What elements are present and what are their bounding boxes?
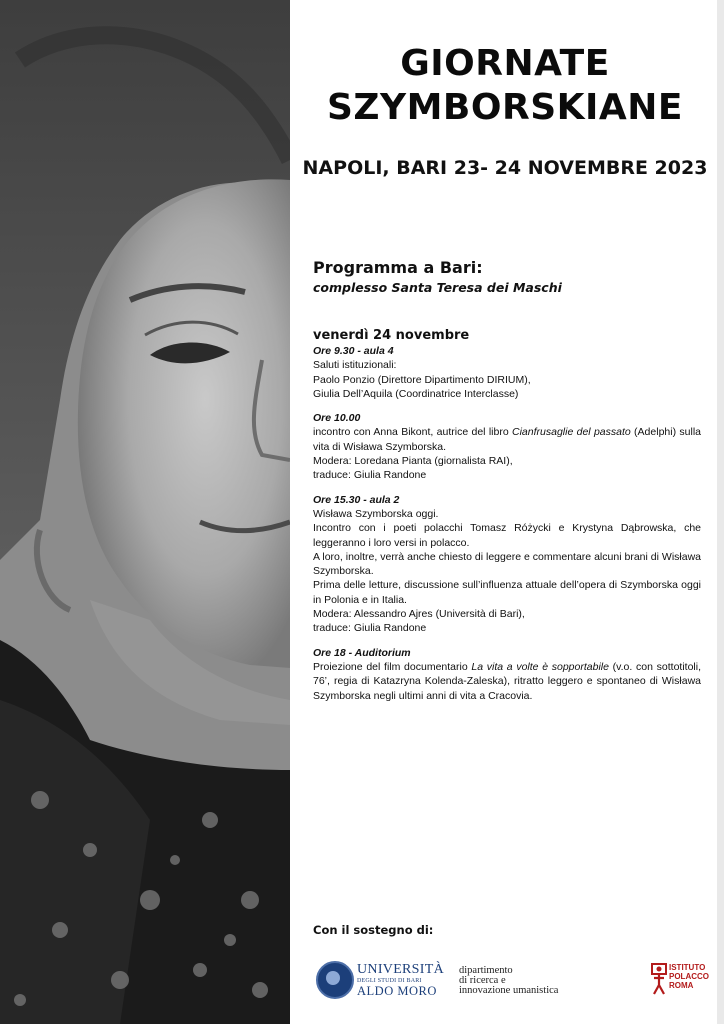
slot-line: Prima delle letture, discussione sull’influenza attuale dell’opera di Szymborska oggi in Polonia e in Italia. — [313, 579, 701, 606]
dip-line-2: di ricerca e — [459, 975, 506, 986]
program-heading: Programma a Bari: — [313, 258, 483, 277]
page-edge — [717, 0, 724, 1024]
slot-time: Ore 18 - Auditorium — [313, 646, 411, 659]
program-day: venerdì 24 novembre — [313, 328, 470, 343]
portrait-photo — [0, 0, 290, 1024]
slot-text: (v.o. con sottotitoli, 76’, regia di Katazryna Kolenda-Zaleska), ritratto leggero e spontaneo di Wisława Szymborska negli ultimi anni di vita a Cracovia. — [313, 660, 701, 702]
film-title: La vita a volte è sopportabile — [471, 660, 609, 673]
slot-time: Ore 10.00 — [313, 412, 361, 425]
uniba-line-2: DEGLI STUDI DI BARI — [357, 977, 422, 984]
slot-text: Proiezione del film documentario — [313, 660, 472, 673]
slot-1800 — [313, 646, 701, 703]
title-line-2: SZYMBORSKIANE — [327, 87, 683, 128]
uniba-line-1: UNIVERSITÀ — [357, 961, 444, 977]
slot-description — [313, 425, 701, 454]
dip-line-3: innovazione umanistica — [459, 985, 559, 996]
event-title — [290, 42, 720, 130]
slot-time: Ore 15.30 - aula 2 — [313, 493, 400, 506]
slot-line: Giulia Dell’Aquila (Coordinatrice Interclasse) — [313, 387, 519, 400]
slot-line: Saluti istituzionali: — [313, 359, 397, 372]
dipartimento-logo — [459, 966, 558, 996]
slot-line: Modera: Alessandro Ajres (Università di Bari), — [313, 608, 525, 621]
slot-line: Wisława Szymborska oggi. — [313, 507, 439, 520]
slot-1000 — [313, 411, 701, 482]
slot-line: traduce: Giulia Randone — [313, 469, 427, 482]
slot-text: incontro con Anna Bikont, autrice del libro — [313, 426, 512, 439]
slot-time: Ore 9.30 - aula 4 — [313, 345, 394, 357]
slot-line: Modera: Loredana Pianta (giornalista RAI), — [313, 455, 513, 468]
university-seal-icon — [316, 961, 354, 999]
book-title: Cianfrusaglie del passato — [512, 426, 631, 439]
slot-1530 — [313, 493, 701, 636]
portrait-illustration — [0, 0, 290, 1024]
slot-text: (Adelphi) sulla vita di Wisława Szymborska. — [313, 426, 702, 453]
event-dates: NAPOLI, BARI 23- 24 NOVEMBRE 2023 — [302, 157, 708, 179]
title-line-1: GIORNATE — [400, 43, 610, 84]
uniba-logo — [316, 960, 444, 1000]
slot-line: Incontro con i poeti polacchi Tomasz Różycki e Krystyna Dąbrowska, che leggeranno i loro versi in polacco. — [313, 522, 701, 549]
slot-description — [313, 660, 701, 703]
ip-line-1: ISTITUTO — [669, 963, 706, 972]
support-label: Con il sostegno di: — [313, 923, 434, 937]
ip-line-3: ROMA — [669, 981, 694, 990]
figure-icon — [651, 963, 667, 995]
istituto-polacco-logo — [651, 963, 709, 1003]
program-schedule — [313, 327, 701, 713]
slot-line: traduce: Giulia Randone — [313, 622, 427, 635]
slot-line: Paolo Ponzio (Direttore Dipartimento DIRIUM), — [313, 373, 531, 386]
slot-0930 — [313, 344, 701, 401]
slot-line: A loro, inoltre, verrà anche chiesto di leggere e commentare alcuni brani di Wisława Szymborska. — [313, 550, 701, 578]
ip-line-2: POLACCO — [669, 972, 709, 981]
program-location: complesso Santa Teresa dei Maschi — [313, 280, 562, 295]
uniba-line-3: ALDO MORO — [357, 983, 437, 998]
dip-line-1: dipartimento — [459, 965, 513, 976]
